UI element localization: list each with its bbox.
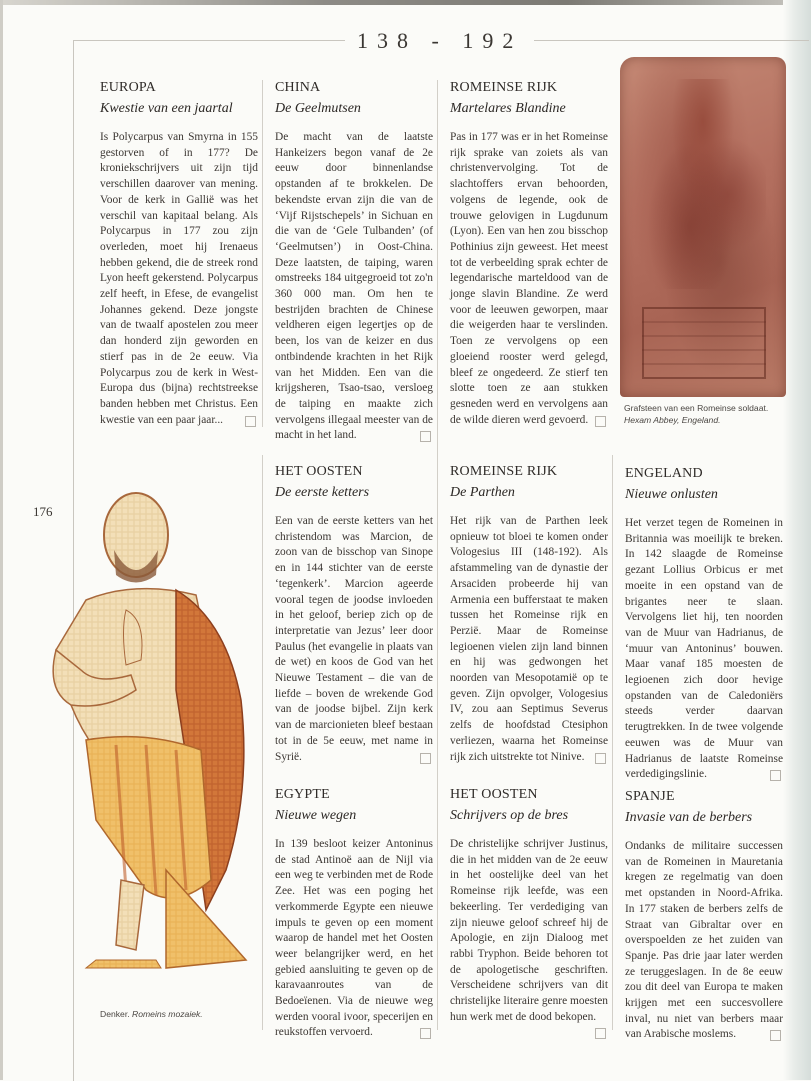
article-spanje: [625, 789, 783, 1043]
end-mark-icon: [420, 1028, 431, 1039]
article-body: Het verzet tegen de Romeinen in Britannia was moeilijk te breken. In 142 slaagde de Romeinse gezant Lollius Orbicus er met moeite in een opstand van de brigantes neer te slaan. Vervolgens liet hij, ten noorden van de Muur van Hadrianus, de ‘muur van Antoninus’ bouwen. Maar vanaf 185 moesten de legioenen zich door hevige opstanden van de Caledoniërs steeds verder daarvan terugtrekken. In de twee volgende eeuwen was de Muur van Hadrianus de laatste Romeinse verdedigingslinie.: [625, 517, 783, 781]
article-body: Ondanks de militaire successen van de Romeinen in Mauretania kregen ze regelmatig van doen met opstanden in Noord-Afrika. In 177 staken de berbers zelfs de Straat van Gibraltar over en overspoelden ze het zuiden van Spanje. Pas drie jaar later werden ze teruggeslagen. In de 8e eeuw zou dit deel van Europa te maken krijgen met een succesvollere inval, nu niet van berbers maar van Arabische moslems.: [625, 840, 783, 1041]
article-region: SPANJE: [625, 789, 675, 804]
end-mark-icon: [595, 753, 606, 764]
article-body: Pas in 177 was er in het Romeinse rijk sprake van zoiets als van christenvervolging. Tot de slachtoffers ervan behoorden, volgens de legende, ook de trouwe gelovigen in Lugdunum (Lyon). Een van hen zou bisschop Pothinius zijn geweest. Het meest tot de verbeelding sprak echter de legendarische marteldood van de jonge slavin Blandine. Ze werd voor de leeuwen geworpen, maar die weigerden haar te verslinden. Toen ze vervolgens op een gloeiend rooster werd gelegd, bleef ze ongedeerd. Ze stierf ten slotte toen ze aan stukken gesneden werd en vervolgens aan de wilde dieren werd gevoerd.: [450, 131, 608, 426]
article-region: EGYPTE: [275, 787, 330, 802]
end-mark-icon: [420, 431, 431, 442]
article-china: [275, 80, 433, 444]
end-mark-icon: [770, 1030, 781, 1041]
column-rule: [437, 80, 438, 1030]
article-region: HET OOSTEN: [275, 464, 363, 479]
page-number: 176: [33, 504, 53, 519]
article-region: EUROPA: [100, 80, 156, 95]
article-headline: Kwestie van een jaartal: [100, 101, 233, 116]
article-body: Het rijk van de Parthen leek opnieuw tot bloei te komen onder Vologesius III (148-192). Als afstammeling van de dynastie der Arsaciden probeerde hij van Armenia een bufferstaat te maken tussen het Romeinse rijk en Perzië. Maar de Romeinse legioenen vielen zijn land binnen en hij was gedwongen het noorden van Mesopotamië op te geven. Zijn opvolger, Vologesius IV, zou aan Septimus Severus zelfs de hoofdstad Ctesiphon verliezen, waarna het Romeinse rijk zich uitstrekte tot Ninive.: [450, 515, 608, 763]
inscription-panel: [642, 307, 766, 379]
gravestone-image: [620, 57, 786, 397]
rider-relief: [640, 79, 766, 289]
page-left-edge: [0, 0, 3, 1080]
article-body: De macht van de laatste Hankeizers begon vanaf de 2e eeuw door binnenlandse opstanden af te brokkelen. De bekendste ervan zijn die van de ‘Vijf Rijstschepels’ in Sichuan en die van de ‘Gele Tulbanden’ (of ‘Geelmutsen’) in Oost-China. Deze laatsten, de taiping, waren omstreeks 184 uitgegroeid tot zo'n 360 000 man. Om hen te bestrijden brachten de Chinese veldheren eigen legertjes op de been, los van de keizer en dus ontbindende krachten in het Rijk van het Midden. Een van die krijgsheren, Tsao-tsao, versloeg de taiping en maakte zich vervolgens illegaal meester van de macht in het land.: [275, 131, 433, 442]
mosaic-caption: Denker. Romeins mozaiek.: [100, 1009, 203, 1019]
article-body: De christelijke schrijver Justinus, die in het midden van de 2e eeuw in het oostelijke deel van het Romeinse rijk leefde, was een bekeerling. Ter verdediging van zijn nieuwe geloof schreef hij de Apologie, en zijn Dialoog met rabbi Tryphon. Beide behoren tot de apologetische geschriften. Verscheidene schrijvers van dit christelijke literaire genre moesten hun werk met de dood bekopen.: [450, 837, 608, 1025]
article-headline: Invasie van de berbers: [625, 810, 753, 825]
end-mark-icon: [595, 1028, 606, 1039]
end-mark-icon: [245, 416, 256, 427]
end-mark-icon: [770, 770, 781, 781]
article-region: ROMEINSE RIJK: [450, 464, 558, 479]
mosaic-thinker-image: [26, 490, 256, 970]
article-headline: De eerste ketters: [275, 485, 370, 500]
year-range-heading: 138 - 192: [345, 28, 534, 54]
article-region: CHINA: [275, 80, 321, 95]
article-body: In 139 besloot keizer Antoninus de stad Antinoë aan de Nijl via een weg te verbinden met de Rode Zee. Het was een poging het verkommerde Egypte een nieuwe impuls te geven op een moment waarop de handel met het Oosten weer belangrijker werd, en het gebied aansluiting te geven op de karavaanroutes van de Bedoeïenen. Via de nieuwe weg werden vooral ivoor, specerijen en reukstoffen vervoerd.: [275, 838, 433, 1039]
article-headline: De Parthen: [450, 485, 515, 500]
article-headline: Martelares Blandine: [450, 101, 566, 116]
article-engeland: [625, 466, 783, 783]
article-headline: Nieuwe wegen: [275, 808, 357, 823]
article-romeinse-rijk-parthen: [450, 464, 608, 765]
article-region: ROMEINSE RIJK: [450, 80, 558, 95]
article-headline: Nieuwe onlusten: [625, 487, 718, 502]
page-top-edge: [0, 0, 811, 5]
article-egypte: [275, 787, 433, 1041]
article-europa: [100, 80, 258, 428]
column-rule: [612, 455, 613, 1030]
article-headline: Schrijvers op de bres: [450, 808, 569, 823]
article-het-oosten-schrijvers: [450, 787, 608, 1039]
end-mark-icon: [420, 753, 431, 764]
article-region: HET OOSTEN: [450, 787, 538, 802]
article-body: Is Polycarpus van Smyrna in 155 gestorven of in 177? De kroniekschrijvers uit zijn tijd verschillen daarover van mening. Voor de kerk in Gallië was het verschil van kapitaal belang. Als Polycarpus in 177 zou zijn overleden, moet hij Irenaeus hebben gekend, die de streek rond Lyon heeft gekerstend. Polycarpus zelf heeft, in Efese, de evangelist Johannes gekend. Deze jongste van de twaalf apostelen zou meer dan honderd zijn geworden en stierf pas in de 2e eeuw. Via Polycarpus zou de kerk in West-Europa dus (bijna) rechtstreekse banden hebben met Christus. Een kwestie van een paar jaar...: [100, 131, 258, 426]
end-mark-icon: [595, 416, 606, 427]
article-region: ENGELAND: [625, 466, 703, 481]
article-het-oosten-ketters: [275, 464, 433, 765]
column-rule: [262, 455, 263, 1030]
article-romeinse-rijk-blandine: [450, 80, 608, 428]
gravestone-caption: Grafsteen van een Romeinse soldaat. Hexam Abbey, Engeland.: [624, 403, 769, 425]
article-headline: De Geelmutsen: [275, 101, 361, 116]
article-body: Een van de eerste ketters van het christendom was Marcion, de zoon van de bisschop van Sinope en in 144 stichter van de eerste ‘tegenkerk’. Marcion ageerde vooral tegen de joodse invloeden in het geloof, beriep zich op de interpretatie van Jezus’ leer door Paulus (het evangelie in plaats van de wet) en koos de God van het Nieuwe Testament – die van de liefde – boven de wrekende God van de joodse bijbel. Zijn kerk van de marcionieten bleef bestaan tot in de 5e eeuw, met name in Syrië.: [275, 515, 433, 763]
column-rule: [262, 80, 263, 427]
